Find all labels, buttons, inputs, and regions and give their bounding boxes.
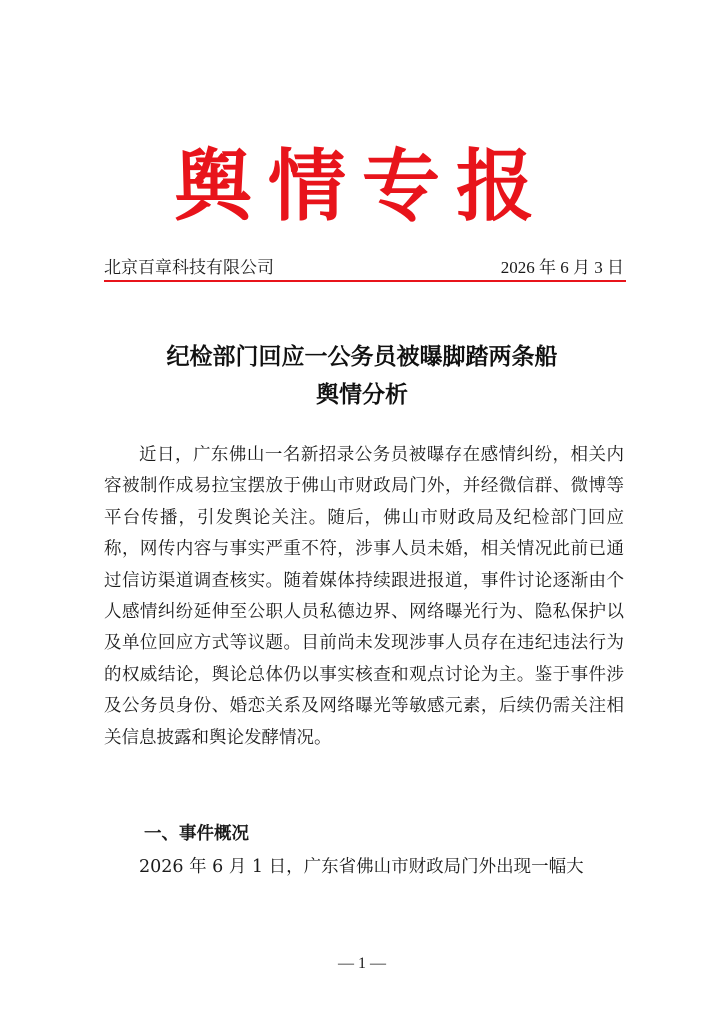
- section-overview-paragraph: 2026 年 6 月 1 日，广东省佛山市财政局门外出现一幅大: [139, 857, 584, 877]
- issue-date: 2026 年 6 月 3 日: [500, 258, 624, 277]
- title-line-1: 纪检部门回应一公务员被曝脚踏两条船: [166, 344, 558, 370]
- issuer-company: 北京百章科技有限公司: [104, 258, 274, 278]
- masthead-title: 舆情专报: [173, 141, 550, 232]
- page-number: — 1 —: [338, 955, 386, 972]
- section-heading-overview: 一、事件概况: [144, 824, 249, 844]
- title-line-2: 舆情分析: [316, 382, 408, 408]
- document-meta-line: [104, 254, 624, 282]
- red-divider-line: [104, 280, 626, 282]
- document-title: [0, 338, 724, 414]
- intro-paragraph: 近日，广东佛山一名新招录公务员被曝存在感情纠纷，相关内容被制作成易拉宝摆放于佛山市财政局门外，并经微信群、微博等平台传播，引发舆论关注。随后，佛山市财政局及纪检部门回应称，网传内容与事实严重不符，涉事人员未婚，相关情况此前已通过信访渠道调查核实。随着媒体持续跟进报道，事件讨论逐渐由个人感情纠纷延伸至公职人员私德边界、网络曝光行为、隐私保护以及单位回应方式等议题。目前尚未发现涉事人员存在违纪违法行为的权威结论，舆论总体仍以事实核查和观点讨论为主。鉴于事件涉及公务员身份、婚恋关系及网络曝光等敏感元素，后续仍需关注相关信息披露和舆论发酵情况。: [104, 445, 624, 748]
